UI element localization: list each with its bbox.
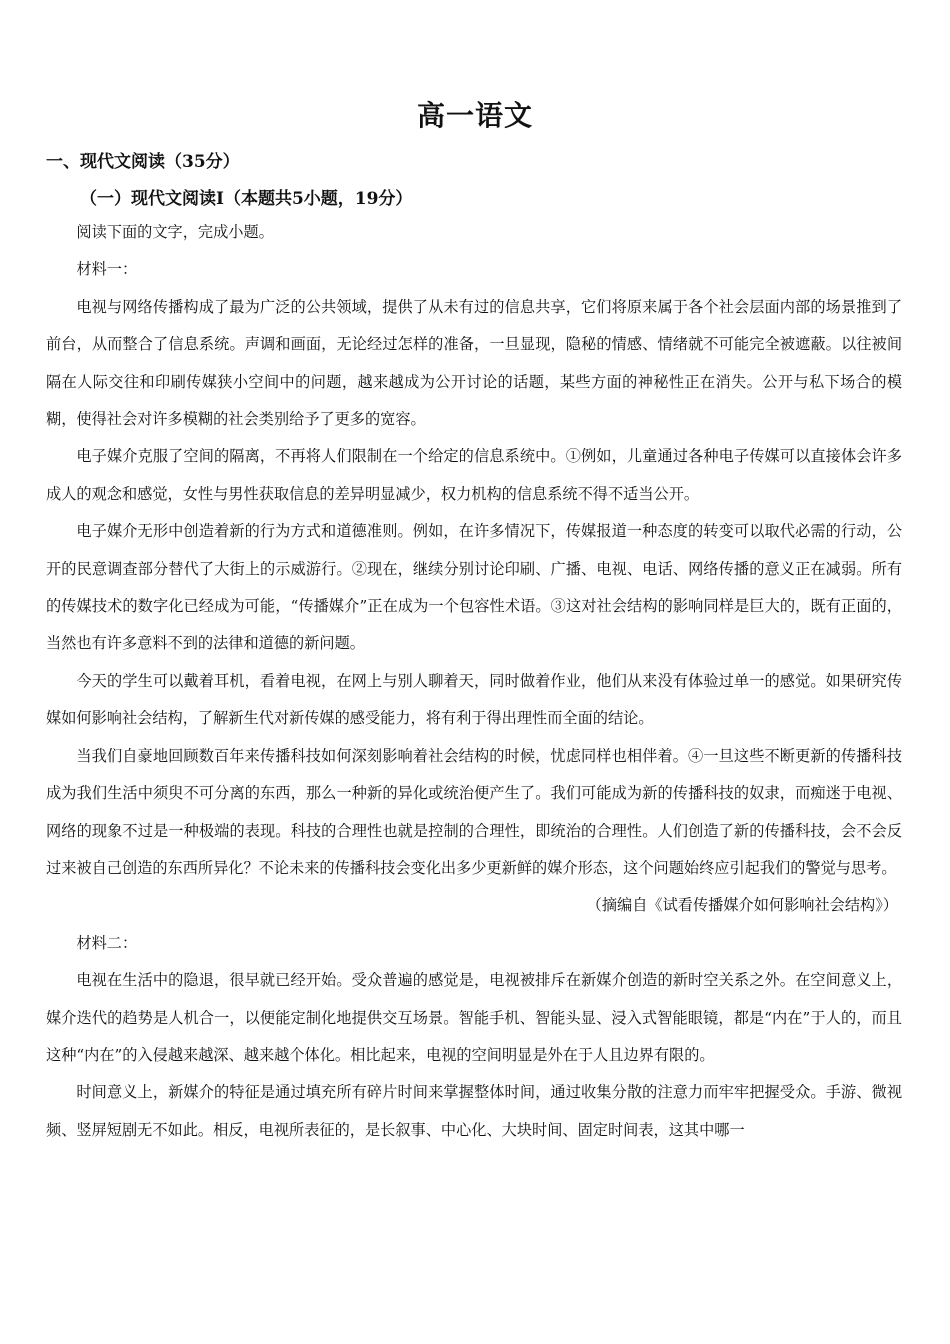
material1-source: （摘编自《试看传播媒介如何影响社会结构》） bbox=[586, 896, 898, 915]
section-heading: 一、现代文阅读（35分） bbox=[46, 152, 240, 172]
material1-paragraph-3: 电子媒介无形中创造着新的行为方式和道德准则。例如，在许多情况下，传媒报道一种态度的转变可以取代必需的行动，公开的民意调查部分替代了大街上的示威游行。②现在，继续分别讨论印刷、广播、电视、电话、网络传播的意义正在减弱。所有的传媒技术的数字化已经成为可能，“传播媒介”正在成为一个包容性术语。③这对社会结构的影响同样是巨大的，既有正面的，当然也有许多意料不到的法律和道德的新问题。 bbox=[46, 522, 902, 653]
material1-label: 材料一： bbox=[76, 260, 138, 279]
material2-paragraph-2: 时间意义上，新媒介的特征是通过填充所有碎片时间来掌握整体时间，通过收集分散的注意力而牢牢把握受众。手游、微视频、竖屏短剧无不如此。相反，电视所表征的，是长叙事、中心化、大块时间、固定时间表，这其中哪一 bbox=[46, 1083, 902, 1139]
page-title: 高一语文 bbox=[416, 99, 533, 132]
material1-paragraph-2: 电子媒介克服了空间的隔离，不再将人们限制在一个给定的信息系统中。①例如，儿童通过各种电子传媒可以直接体会许多成人的观念和感觉，女性与男性获取信息的差异明显减少，权力机构的信息系统不得不适当公开。 bbox=[46, 447, 902, 503]
sub-heading: （一）现代文阅读I（本题共5小题，19分） bbox=[80, 189, 413, 209]
material1-paragraph-1: 电视与网络传播构成了最为广泛的公共领域，提供了从未有过的信息共享，它们将原来属于各个社会层面内部的场景推到了前台，从而整合了信息系统。声调和画面，无论经过怎样的准备，一旦显现，隐秘的情感、情绪就不可能完全被遮蔽。以往被间隔在人际交往和印刷传媒狭小空间中的问题，越来越成为公开讨论的话题，某些方面的神秘性正在消失。公开与私下场合的模糊，使得社会对许多模糊的社会类别给予了更多的宽容。 bbox=[46, 297, 902, 429]
material2-paragraph-1: 电视在生活中的隐退，很早就已经开始。受众普遍的感觉是，电视被排斥在新媒介创造的新时空关系之外。在空间意义上，媒介迭代的趋势是人机合一，以便能定制化地提供交互场景。智能手机、智能头显、浸入式智能眼镜，都是“内在”于人的，而且这种“内在”的入侵越来越深、越来越个体化。相比起来，电视的空间明显是外在于人且边界有限的。 bbox=[46, 971, 902, 1064]
material2-label: 材料二： bbox=[76, 933, 138, 952]
material1-paragraph-4: 今天的学生可以戴着耳机，看着电视，在网上与别人聊着天，同时做着作业，他们从来没有体验过单一的感觉。如果研究传媒如何影响社会结构，了解新生代对新传媒的感受能力，将有利于得出理性而全面的结论。 bbox=[46, 671, 902, 728]
instruction-text: 阅读下面的文字，完成小题。 bbox=[76, 223, 274, 241]
material1-paragraph-5: 当我们自豪地回顾数百年来传播科技如何深刻影响着社会结构的时候，忧虑同样也相伴着。④一旦这些不断更新的传播科技成为我们生活中须臾不可分离的东西，那么一种新的异化或统治便产生了。我们可能成为新的传播科技的奴隶，而痴迷于电视、网络的现象不过是一种极端的表现。科技的合理性也就是控制的合理性，即统治的合理性。人们创造了新的传播科技，会不会反过来被自己创造的东西所异化？不论未来的传播科技会变化出多少更新鲜的媒介形态，这个问题始终应引起我们的警觉与思考。 bbox=[46, 746, 902, 877]
reading-content bbox=[46, 214, 902, 1149]
